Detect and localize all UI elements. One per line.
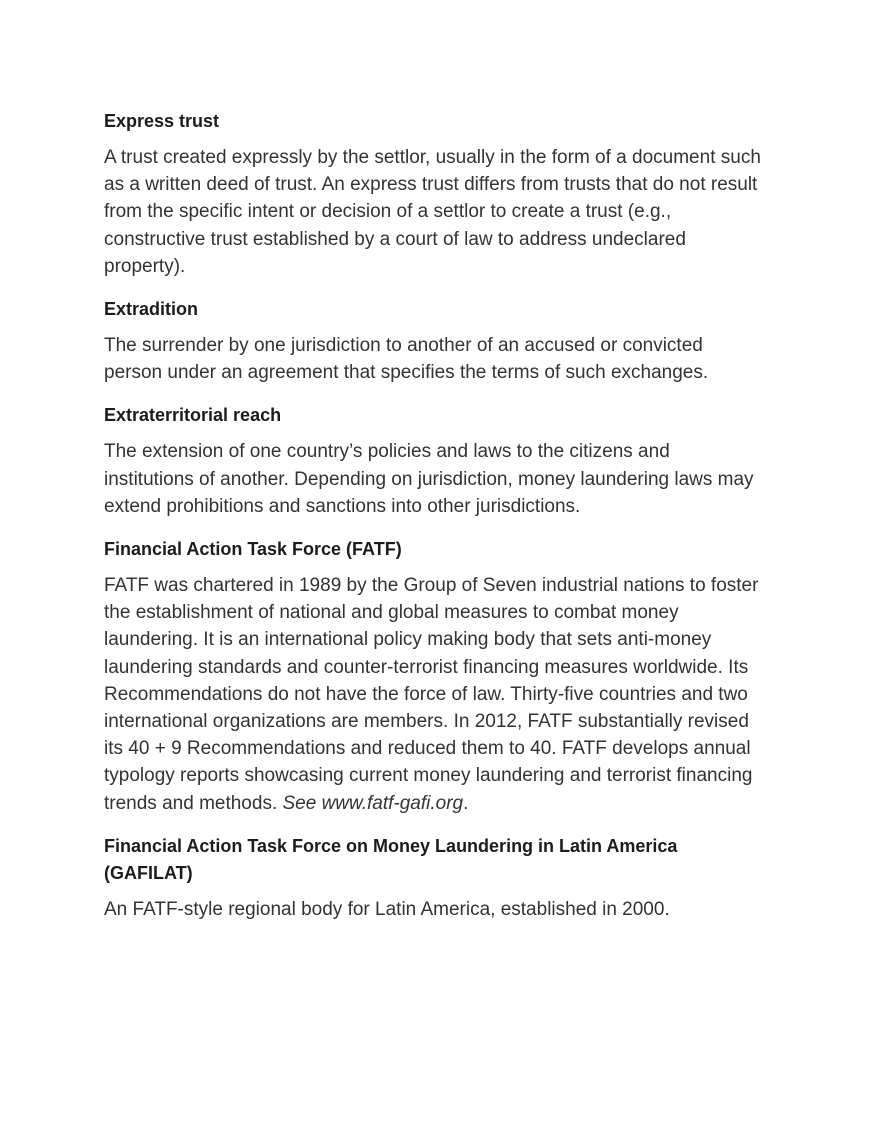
term-definition: FATF was chartered in 1989 by the Group of Seven industrial nations to foster the establishment of national and global measures to combat money laundering. It is an international policy making body that sets anti-money laundering standards and counter-terrorist financing measures worldwide. Its Recommendations do not have the force of law. Thirty-five countries and two international organizations are members. In 2012, FATF substantially revised its 40 + 9 Recommendations and reduced them to 40. FATF develops annual typology reports showcasing current money laundering and terrorist financing trends and methods. bbox=[104, 575, 759, 814]
glossary-page bbox=[104, 108, 764, 939]
term-definition: The surrender by one jurisdiction to another of an accused or convicted person under an agreement that specifies the terms of such exchanges. bbox=[104, 335, 709, 384]
term-definition: An FATF-style regional body for Latin America, established in 2000. bbox=[104, 898, 670, 920]
term-heading: Extraterritorial reach bbox=[104, 405, 282, 426]
glossary-entry-express-trust bbox=[104, 108, 764, 280]
term-heading: Extradition bbox=[104, 299, 199, 320]
glossary-entry-gafilat bbox=[104, 833, 764, 923]
glossary-entry-extraterritorial-reach bbox=[104, 402, 764, 520]
term-definition: A trust created expressly by the settlor, usually in the form of a document such as a written deed of trust. An express trust differs from trusts that do not result from the specific intent or decision of a settlor to create a trust (e.g., constructive trust established by a court of law to address undeclared property). bbox=[104, 147, 761, 277]
see-reference-trailing: . bbox=[463, 792, 469, 814]
glossary-entry-fatf bbox=[104, 536, 764, 817]
term-heading: Express trust bbox=[104, 111, 220, 131]
term-heading: Financial Action Task Force on Money Laundering in Latin America (GAFILAT) bbox=[104, 835, 678, 883]
glossary-entry-extradition bbox=[104, 296, 764, 386]
term-definition: The extension of one country’s policies and laws to the citizens and institutions of another. Depending on jurisdiction, money laundering laws may extend prohibitions and sanctions into other jurisdictions. bbox=[104, 441, 754, 517]
see-reference: See www.fatf-gafi.org bbox=[282, 792, 464, 814]
term-heading: Financial Action Task Force (FATF) bbox=[104, 539, 402, 560]
term-definition-container bbox=[104, 572, 764, 817]
